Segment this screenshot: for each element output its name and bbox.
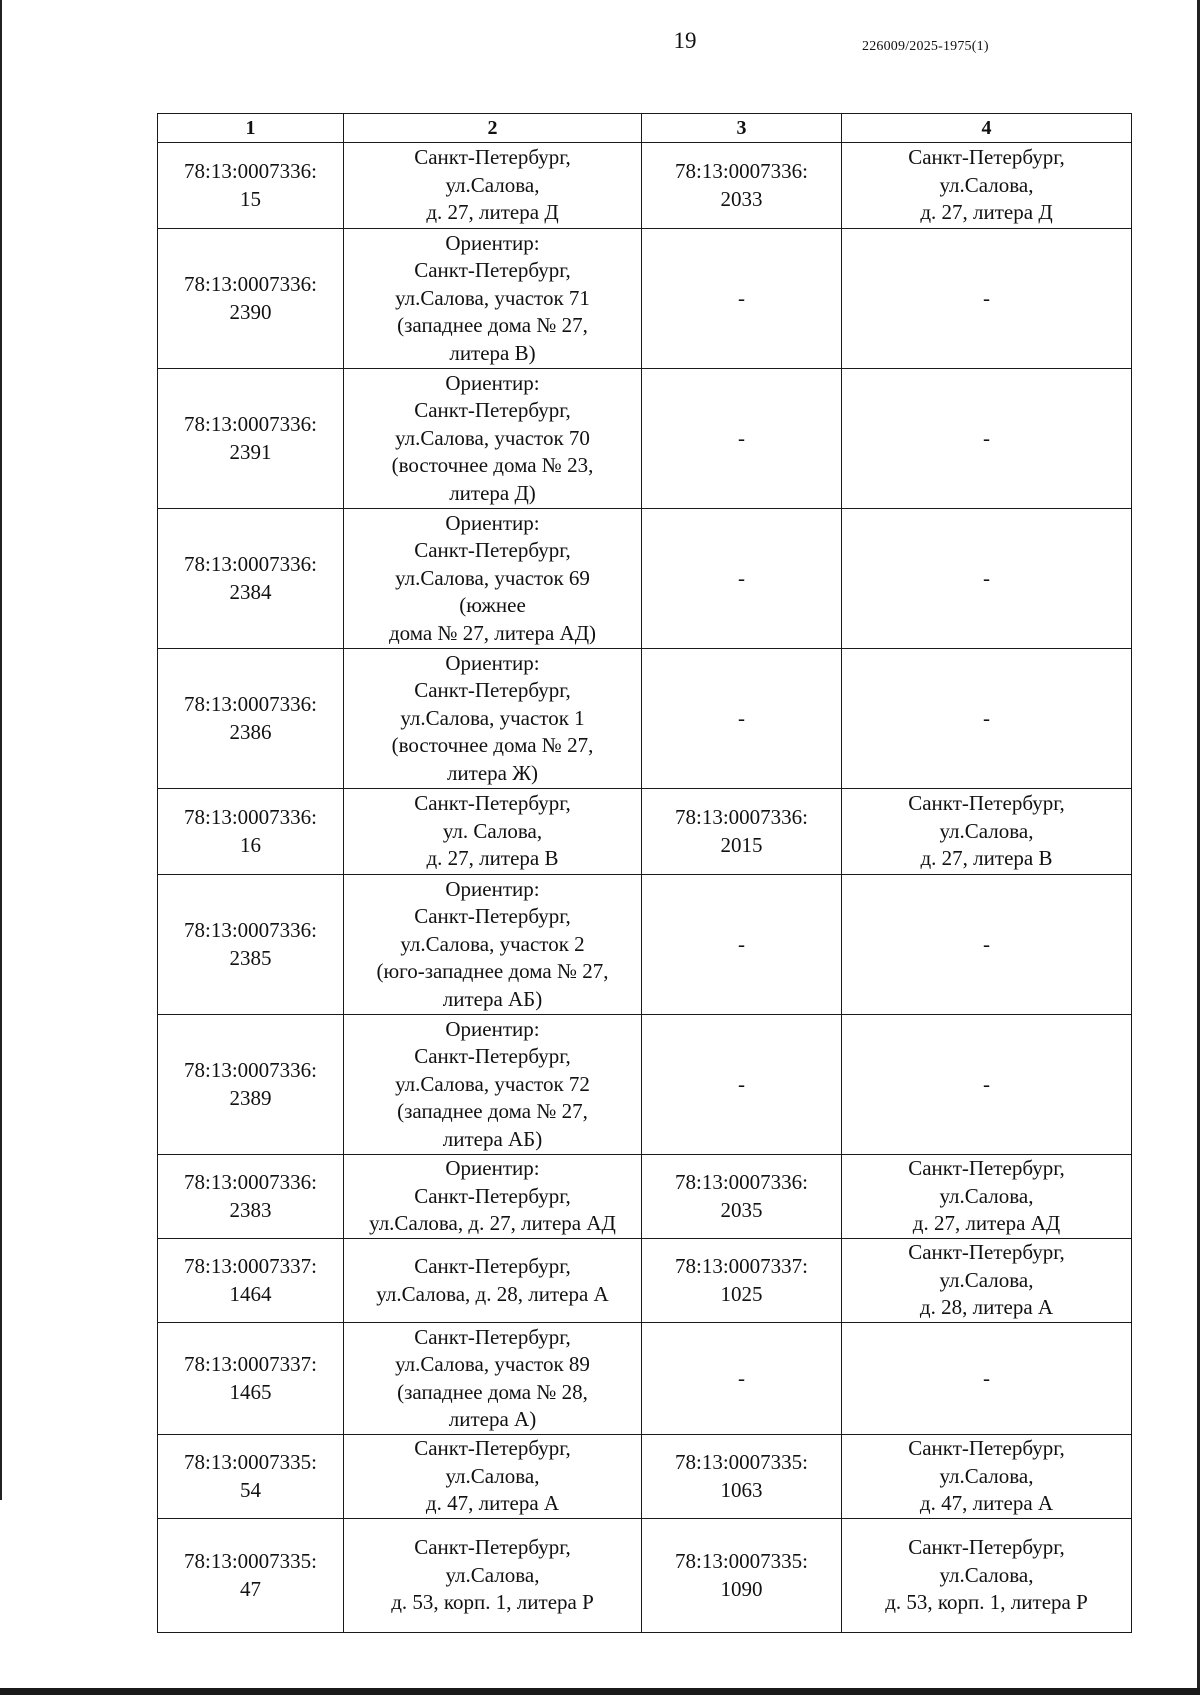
cell-text-line: 2391 <box>229 439 272 464</box>
table-row <box>158 1239 1132 1323</box>
cell-text-line: Ориентир: <box>445 650 540 675</box>
cell-text-line: 2383 <box>229 1197 272 1222</box>
cell-text-line: ул.Салова, <box>445 1562 540 1587</box>
cell-text-line: - <box>983 705 990 730</box>
building-number-cell <box>642 1323 842 1435</box>
cell-text-line: 2390 <box>229 299 272 324</box>
cell-text-line: 54 <box>240 1477 261 1502</box>
cell-text-line: Ориентир: <box>445 510 540 535</box>
cell-text-line: Санкт-Петербург, <box>908 1156 1065 1181</box>
table-row <box>158 143 1132 229</box>
cell-text-line: ул.Салова, <box>939 1463 1034 1488</box>
cell-text-line: ул.Салова, <box>939 1267 1034 1292</box>
table-row <box>158 789 1132 875</box>
building-number-cell <box>642 369 842 509</box>
cell-text-line: 1063 <box>720 1477 763 1502</box>
building-address-cell <box>842 1155 1132 1239</box>
cell-text-line: д. 47, литера А <box>425 1491 560 1516</box>
cell-text-line: 2015 <box>720 832 763 857</box>
cell-text-line: - <box>738 565 745 590</box>
cell-text-line: 2389 <box>229 1085 272 1110</box>
cell-text-line: Санкт-Петербург, <box>414 1254 571 1278</box>
table-row <box>158 1155 1132 1239</box>
cell-text-line: Санкт-Петербург, <box>414 1436 571 1461</box>
cell-text-line: Ориентир: <box>445 1156 540 1181</box>
cell-text-line: 2385 <box>229 945 272 970</box>
cadastral-number-cell <box>158 143 344 229</box>
building-address-cell <box>842 509 1132 649</box>
cell-text-line: - <box>983 565 990 590</box>
building-address-cell <box>842 649 1132 789</box>
cell-text-line: Санкт-Петербург, <box>414 145 571 170</box>
cell-text-line: д. 27, литера В <box>920 846 1053 871</box>
cadastral-number-cell <box>158 369 344 509</box>
building-address-cell <box>842 1015 1132 1155</box>
address-cell <box>344 1323 642 1435</box>
cadastral-number-cell <box>158 229 344 369</box>
cadastral-number-cell <box>158 1015 344 1155</box>
column-header-2: 2 <box>344 114 642 143</box>
cell-text-line: Санкт-Петербург, <box>908 1240 1065 1265</box>
cell-text-line: (восточнее дома № 27, <box>391 733 594 758</box>
cell-text-line: 1025 <box>720 1281 763 1306</box>
cell-text-line: (южнее <box>459 593 526 618</box>
column-header-1: 1 <box>158 114 344 143</box>
scan-bottom-edge <box>0 1688 1200 1695</box>
cell-text-line: Санкт-Петербург, <box>908 791 1065 816</box>
cell-text-line: литера В) <box>449 340 536 365</box>
cell-text-line: Санкт-Петербург, <box>414 678 571 703</box>
cell-text-line: 1465 <box>229 1379 272 1404</box>
building-address-cell <box>842 229 1132 369</box>
cell-text-line: 78:13:0007336: <box>674 1170 808 1194</box>
address-cell <box>344 789 642 875</box>
cell-text-line: 78:13:0007335: <box>183 1450 317 1474</box>
cell-text-line: ул.Салова, <box>939 818 1034 843</box>
cell-text-line: д. 47, литера А <box>919 1491 1054 1516</box>
cell-text-line: Санкт-Петербург, <box>414 791 571 816</box>
cell-text-line: 78:13:0007336: <box>183 272 317 296</box>
building-address-cell <box>842 875 1132 1015</box>
cell-text-line: 78:13:0007335: <box>183 1549 317 1573</box>
cell-text-line: литера Д) <box>449 480 536 505</box>
building-address-cell <box>842 1239 1132 1323</box>
cell-text-line: ул.Салова, участок 1 <box>400 705 585 730</box>
cell-text-line: - <box>983 1365 990 1390</box>
cell-text-line: 78:13:0007337: <box>183 1254 317 1278</box>
cell-text-line: ул.Салова, участок 89 <box>395 1352 590 1376</box>
table-row <box>158 1015 1132 1155</box>
cell-text-line: - <box>738 1071 745 1096</box>
cell-text-line: литера А) <box>448 1407 537 1431</box>
table-header-row <box>158 114 1132 143</box>
cell-text-line: 15 <box>240 186 261 211</box>
building-address-cell <box>842 1323 1132 1435</box>
cell-text-line: Санкт-Петербург, <box>908 1436 1065 1461</box>
cell-text-line: 78:13:0007336: <box>183 1170 317 1194</box>
cell-text-line: ул.Салова, <box>939 172 1034 197</box>
building-number-cell <box>642 509 842 649</box>
cell-text-line: Санкт-Петербург, <box>414 1183 571 1208</box>
table-body <box>158 143 1132 1633</box>
cell-text-line: ул.Салова, участок 69 <box>395 565 590 590</box>
cell-text-line: 78:13:0007336: <box>183 552 317 576</box>
address-cell <box>344 1015 642 1155</box>
cell-text-line: 78:13:0007337: <box>183 1352 317 1376</box>
cell-text-line: ул.Салова, участок 2 <box>400 931 585 956</box>
cadastral-number-cell <box>158 649 344 789</box>
building-address-cell <box>842 1435 1132 1519</box>
cadastral-number-cell <box>158 789 344 875</box>
cell-text-line: ул. Салова, <box>442 818 543 843</box>
cell-text-line: д. 27, литера Д <box>920 200 1053 225</box>
address-cell <box>344 1239 642 1323</box>
cell-text-line: Санкт-Петербург, <box>414 904 571 929</box>
cell-text-line: Ориентир: <box>445 1016 540 1041</box>
cell-text-line: литера АБ) <box>442 986 543 1011</box>
building-number-cell <box>642 789 842 875</box>
cell-text-line: ул.Салова, участок 72 <box>395 1071 590 1096</box>
cell-text-line: Санкт-Петербург, <box>414 1324 571 1349</box>
column-header-4: 4 <box>842 114 1132 143</box>
table-row <box>158 649 1132 789</box>
cell-text-line: Ориентир: <box>445 370 540 395</box>
cell-text-line: Санкт-Петербург, <box>414 1535 571 1560</box>
cell-text-line: д. 28, литера А <box>919 1295 1054 1320</box>
column-header-3: 3 <box>642 114 842 143</box>
cell-text-line: Ориентир: <box>445 876 540 901</box>
cell-text-line: литера АБ) <box>442 1126 543 1151</box>
cadastral-number-cell <box>158 1435 344 1519</box>
building-number-cell <box>642 875 842 1015</box>
cell-text-line: 1090 <box>720 1576 763 1601</box>
cadastral-number-cell <box>158 1323 344 1435</box>
cell-text-line: - <box>738 931 745 956</box>
address-cell <box>344 509 642 649</box>
cell-text-line: ул.Салова, <box>939 1562 1034 1587</box>
cell-text-line: 78:13:0007336: <box>674 805 808 829</box>
cell-text-line: Санкт-Петербург, <box>414 398 571 423</box>
building-number-cell <box>642 143 842 229</box>
cell-text-line: ул.Салова, д. 27, литера АД <box>369 1211 616 1236</box>
cell-text-line: 78:13:0007336: <box>183 412 317 436</box>
cell-text-line: 47 <box>240 1576 261 1601</box>
table-row <box>158 1519 1132 1633</box>
cell-text-line: ул.Салова, д. 28, литера А <box>376 1281 609 1306</box>
table-row <box>158 509 1132 649</box>
cell-text-line: 2033 <box>720 186 763 211</box>
scan-left-edge <box>0 0 2 1500</box>
parcel-table-container <box>157 113 1131 1633</box>
building-number-cell <box>642 1155 842 1239</box>
cell-text-line: Санкт-Петербург, <box>414 538 571 563</box>
address-cell <box>344 143 642 229</box>
cell-text-line: 78:13:0007336: <box>183 692 317 716</box>
cadastral-number-cell <box>158 1239 344 1323</box>
building-number-cell <box>642 229 842 369</box>
cell-text-line: литера Ж) <box>446 760 539 785</box>
cell-text-line: 78:13:0007335: <box>674 1549 808 1573</box>
cell-text-line: ул.Салова, участок 70 <box>395 425 590 450</box>
address-cell <box>344 875 642 1015</box>
cell-text-line: 2384 <box>229 579 272 604</box>
cell-text-line: (западнее дома № 27, <box>397 313 588 338</box>
cell-text-line: Ориентир: <box>445 230 540 255</box>
building-address-cell <box>842 143 1132 229</box>
cell-text-line: 78:13:0007336: <box>183 1058 317 1082</box>
cell-text-line: - <box>738 1365 745 1390</box>
address-cell <box>344 649 642 789</box>
cell-text-line: (юго-западнее дома № 27, <box>376 959 609 984</box>
cell-text-line: д. 53, корп. 1, литера Р <box>885 1590 1088 1615</box>
table-row <box>158 1435 1132 1519</box>
cell-text-line: ул.Салова, <box>939 1183 1034 1208</box>
cell-text-line: д. 27, литера В <box>426 846 559 871</box>
building-number-cell <box>642 1015 842 1155</box>
cell-text-line: - <box>738 425 745 450</box>
address-cell <box>344 1155 642 1239</box>
cell-text-line: - <box>738 285 745 310</box>
table-row <box>158 369 1132 509</box>
building-number-cell <box>642 1435 842 1519</box>
address-cell <box>344 229 642 369</box>
cell-text-line: Санкт-Петербург, <box>414 258 571 283</box>
cell-text-line: д. 27, литера АД <box>912 1211 1061 1236</box>
parcel-table <box>157 113 1132 1633</box>
cell-text-line: Санкт-Петербург, <box>908 1535 1065 1560</box>
address-cell <box>344 1519 642 1633</box>
cell-text-line: - <box>738 705 745 730</box>
building-number-cell <box>642 649 842 789</box>
cell-text-line: (западнее дома № 28, <box>397 1379 588 1404</box>
cell-text-line: Санкт-Петербург, <box>908 145 1065 170</box>
building-address-cell <box>842 1519 1132 1633</box>
cell-text-line: (западнее дома № 27, <box>397 1099 588 1124</box>
cell-text-line: 78:13:0007336: <box>183 159 317 183</box>
building-number-cell <box>642 1519 842 1633</box>
cell-text-line: Санкт-Петербург, <box>414 1044 571 1069</box>
cell-text-line: 16 <box>240 832 261 857</box>
cell-text-line: 2386 <box>229 719 272 744</box>
cell-text-line: - <box>983 285 990 310</box>
cell-text-line: ул.Салова, участок 71 <box>395 285 590 310</box>
building-address-cell <box>842 789 1132 875</box>
page-number: 19 <box>673 28 697 53</box>
table-row <box>158 875 1132 1015</box>
cell-text-line: 78:13:0007336: <box>183 805 317 829</box>
cell-text-line: д. 27, литера Д <box>426 200 559 225</box>
cadastral-number-cell <box>158 1519 344 1633</box>
cell-text-line: - <box>983 931 990 956</box>
cadastral-number-cell <box>158 509 344 649</box>
table-row <box>158 1323 1132 1435</box>
cell-text-line: (восточнее дома № 23, <box>391 453 594 478</box>
cell-text-line: 78:13:0007336: <box>674 159 808 183</box>
cell-text-line: 1464 <box>229 1281 272 1306</box>
cell-text-line: - <box>983 1071 990 1096</box>
table-row <box>158 229 1132 369</box>
cell-text-line: ул.Салова, <box>445 1463 540 1488</box>
address-cell <box>344 369 642 509</box>
document-number: 226009/2025-1975(1) <box>862 39 989 54</box>
cell-text-line: 78:13:0007336: <box>183 918 317 942</box>
cell-text-line: д. 53, корп. 1, литера Р <box>391 1590 594 1615</box>
cell-text-line: 2035 <box>720 1197 763 1222</box>
building-address-cell <box>842 369 1132 509</box>
address-cell <box>344 1435 642 1519</box>
building-number-cell <box>642 1239 842 1323</box>
cadastral-number-cell <box>158 1155 344 1239</box>
cell-text-line: ул.Салова, <box>445 172 540 197</box>
cell-text-line: 78:13:0007337: <box>674 1254 808 1278</box>
cell-text-line: 78:13:0007335: <box>674 1450 808 1474</box>
cadastral-number-cell <box>158 875 344 1015</box>
cell-text-line: дома № 27, литера АД) <box>388 620 597 645</box>
cell-text-line: - <box>983 425 990 450</box>
